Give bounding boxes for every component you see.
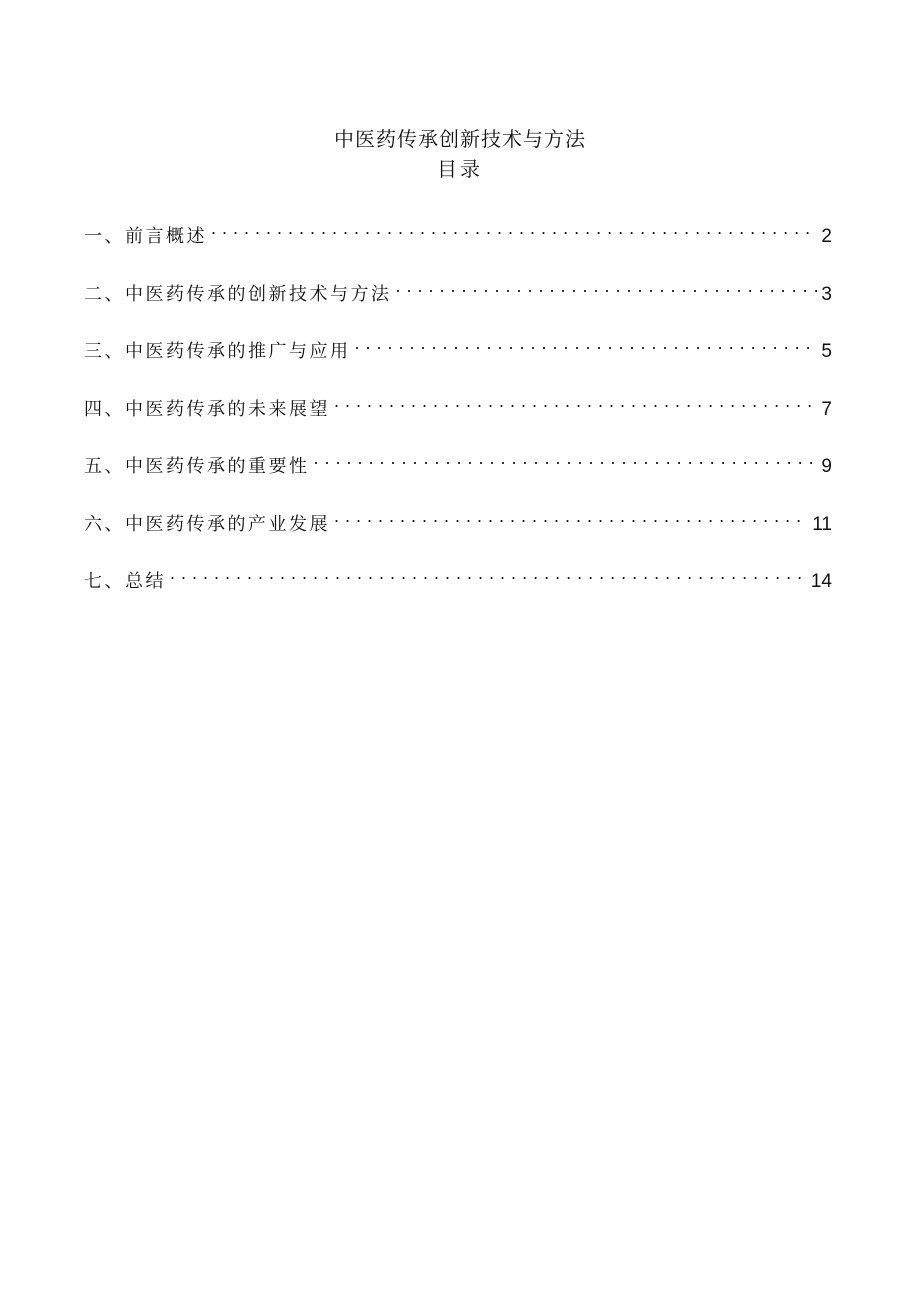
toc-entry-label: 一、前言概述 [84, 226, 207, 247]
toc-page-number: 3 [821, 283, 832, 305]
toc-page-number: 7 [821, 398, 832, 420]
toc-dot-leader [334, 502, 808, 530]
toc-dot-leader [211, 214, 817, 242]
toc-page-number: 2 [821, 226, 832, 247]
document-title: 中医药传承创新技术与方法 [334, 127, 586, 151]
toc-page-number: 9 [821, 456, 832, 477]
toc-page-number: 5 [821, 341, 832, 362]
toc-entry-label: 六、中医药传承的产业发展 [84, 513, 330, 535]
toc-dot-leader [396, 272, 818, 300]
toc-entry-label: 五、中医药传承的重要性 [84, 456, 310, 477]
toc-heading: 目录 [437, 157, 483, 181]
toc-dot-leader [314, 444, 818, 472]
toc-entry[interactable] [84, 444, 832, 502]
toc-entry-label: 二、中医药传承的创新技术与方法 [84, 283, 392, 305]
toc-entry[interactable] [84, 559, 832, 617]
toc-dot-leader [334, 387, 817, 415]
toc-page-number: 11 [812, 513, 832, 535]
table-of-contents [84, 214, 832, 617]
toc-entry[interactable] [84, 272, 832, 330]
toc-entry-label: 三、中医药传承的推广与应用 [84, 341, 351, 362]
toc-page-number: 14 [810, 571, 832, 592]
toc-entry-label: 四、中医药传承的未来展望 [84, 398, 330, 420]
toc-entry[interactable] [84, 502, 832, 560]
toc-entry[interactable] [84, 214, 832, 272]
toc-dot-leader [355, 329, 818, 357]
toc-dot-leader [170, 559, 807, 587]
toc-entry[interactable] [84, 329, 832, 387]
toc-entry-label: 七、总结 [84, 571, 166, 592]
toc-entry[interactable] [84, 387, 832, 445]
